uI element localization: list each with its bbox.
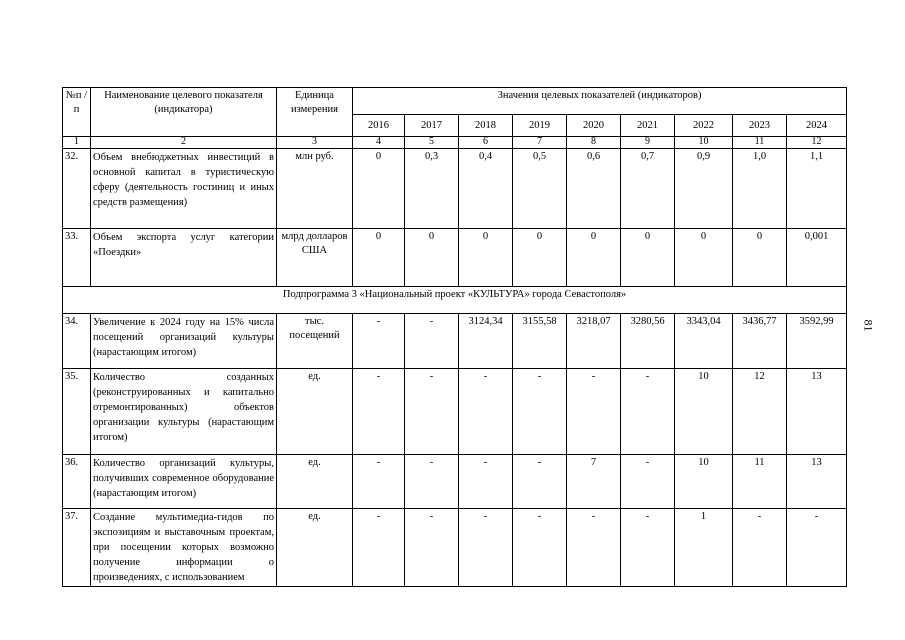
value-cell: - xyxy=(459,369,513,455)
table-row xyxy=(63,509,847,587)
value-cell: 7 xyxy=(567,455,621,509)
value-cell: 0 xyxy=(513,229,567,287)
row-number: 36. xyxy=(63,455,91,509)
header-num: №п /п xyxy=(63,88,91,137)
value-cell: 0 xyxy=(353,149,405,229)
indicator-name: Количество созданных (реконструированных и капитально отремонтированных) объектов организации культуры (нарастающим итогом) xyxy=(91,369,277,455)
column-number: 12 xyxy=(787,137,847,149)
value-cell: - xyxy=(513,455,567,509)
year-header: 2016 xyxy=(353,115,405,137)
value-cell: 3280,56 xyxy=(621,314,675,369)
value-cell: - xyxy=(733,509,787,587)
column-number: 4 xyxy=(353,137,405,149)
value-cell: 3155,58 xyxy=(513,314,567,369)
value-cell: 10 xyxy=(675,455,733,509)
table-body xyxy=(63,149,847,587)
row-number: 34. xyxy=(63,314,91,369)
year-header: 2017 xyxy=(405,115,459,137)
subprogram-row xyxy=(63,287,847,314)
value-cell: 0 xyxy=(567,229,621,287)
column-number: 10 xyxy=(675,137,733,149)
value-cell: 3124,34 xyxy=(459,314,513,369)
value-cell: 0,9 xyxy=(675,149,733,229)
table-row xyxy=(63,229,847,287)
column-number: 3 xyxy=(277,137,353,149)
value-cell: - xyxy=(621,509,675,587)
table-row xyxy=(63,149,847,229)
value-cell: 0,7 xyxy=(621,149,675,229)
column-number: 9 xyxy=(621,137,675,149)
year-header: 2022 xyxy=(675,115,733,137)
column-number: 8 xyxy=(567,137,621,149)
value-cell: 0 xyxy=(675,229,733,287)
header-unit: Единица измерения xyxy=(277,88,353,137)
value-cell: - xyxy=(621,369,675,455)
value-cell: - xyxy=(405,509,459,587)
subprogram-title: Подпрограмма 3 «Национальный проект «КУЛЬТУРА» города Севастополя» xyxy=(63,287,847,314)
value-cell: - xyxy=(353,509,405,587)
year-header: 2021 xyxy=(621,115,675,137)
unit-cell: млрд долларов США xyxy=(277,229,353,287)
indicator-name: Объем экспорта услуг категории «Поездки» xyxy=(91,229,277,287)
value-cell: - xyxy=(353,314,405,369)
unit-cell: тыс. посещений xyxy=(277,314,353,369)
column-number: 7 xyxy=(513,137,567,149)
unit-cell: ед. xyxy=(277,455,353,509)
table-row xyxy=(63,314,847,369)
unit-cell: млн руб. xyxy=(277,149,353,229)
value-cell: - xyxy=(353,369,405,455)
value-cell: 0 xyxy=(405,229,459,287)
header-values: Значения целевых показателей (индикаторов) xyxy=(353,88,847,115)
value-cell: 3592,99 xyxy=(787,314,847,369)
table-row xyxy=(63,455,847,509)
indicators-table xyxy=(62,87,847,587)
value-cell: - xyxy=(405,455,459,509)
column-number: 6 xyxy=(459,137,513,149)
year-header: 2024 xyxy=(787,115,847,137)
value-cell: - xyxy=(567,509,621,587)
column-number: 2 xyxy=(91,137,277,149)
value-cell: 0 xyxy=(459,229,513,287)
value-cell: - xyxy=(353,455,405,509)
value-cell: 1,1 xyxy=(787,149,847,229)
column-number: 11 xyxy=(733,137,787,149)
value-cell: 1 xyxy=(675,509,733,587)
value-cell: - xyxy=(405,314,459,369)
value-cell: 3343,04 xyxy=(675,314,733,369)
value-cell: - xyxy=(567,369,621,455)
value-cell: - xyxy=(621,455,675,509)
value-cell: 3436,77 xyxy=(733,314,787,369)
indicator-name: Объем внебюджетных инвестиций в основной капитал в туристическую сферу (деятельность гостиниц и иных средств размещения) xyxy=(91,149,277,229)
indicator-name: Количество организаций культуры, получивших современное оборудование (нарастающим итогом) xyxy=(91,455,277,509)
row-number: 33. xyxy=(63,229,91,287)
year-header: 2019 xyxy=(513,115,567,137)
value-cell: 11 xyxy=(733,455,787,509)
header-name: Наименование целевого показателя (индикатора) xyxy=(91,88,277,137)
value-cell: 0 xyxy=(621,229,675,287)
page-number: 81 xyxy=(861,319,876,332)
unit-cell: ед. xyxy=(277,509,353,587)
value-cell: 13 xyxy=(787,455,847,509)
column-number: 5 xyxy=(405,137,459,149)
value-cell: 12 xyxy=(733,369,787,455)
value-cell: 0,5 xyxy=(513,149,567,229)
year-header: 2020 xyxy=(567,115,621,137)
column-number: 1 xyxy=(63,137,91,149)
indicator-name: Создание мультимедиа-гидов по экспозициям и выставочным проектам, при посещении которых возможно получение информации о произведениях, с использованием xyxy=(91,509,277,587)
indicator-name: Увеличение к 2024 году на 15% числа посещений организаций культуры (нарастающим итогом) xyxy=(91,314,277,369)
year-header: 2018 xyxy=(459,115,513,137)
column-numbers-row xyxy=(63,137,847,149)
value-cell: 0 xyxy=(733,229,787,287)
row-number: 35. xyxy=(63,369,91,455)
table-row xyxy=(63,369,847,455)
year-header: 2023 xyxy=(733,115,787,137)
value-cell: 3218,07 xyxy=(567,314,621,369)
value-cell: 0,6 xyxy=(567,149,621,229)
value-cell: - xyxy=(459,509,513,587)
value-cell: 0,4 xyxy=(459,149,513,229)
value-cell: - xyxy=(459,455,513,509)
row-number: 32. xyxy=(63,149,91,229)
value-cell: - xyxy=(513,369,567,455)
value-cell: 13 xyxy=(787,369,847,455)
unit-cell: ед. xyxy=(277,369,353,455)
value-cell: 1,0 xyxy=(733,149,787,229)
value-cell: 0 xyxy=(353,229,405,287)
value-cell: 10 xyxy=(675,369,733,455)
value-cell: - xyxy=(787,509,847,587)
value-cell: - xyxy=(513,509,567,587)
row-number: 37. xyxy=(63,509,91,587)
value-cell: 0,001 xyxy=(787,229,847,287)
value-cell: 0,3 xyxy=(405,149,459,229)
value-cell: - xyxy=(405,369,459,455)
